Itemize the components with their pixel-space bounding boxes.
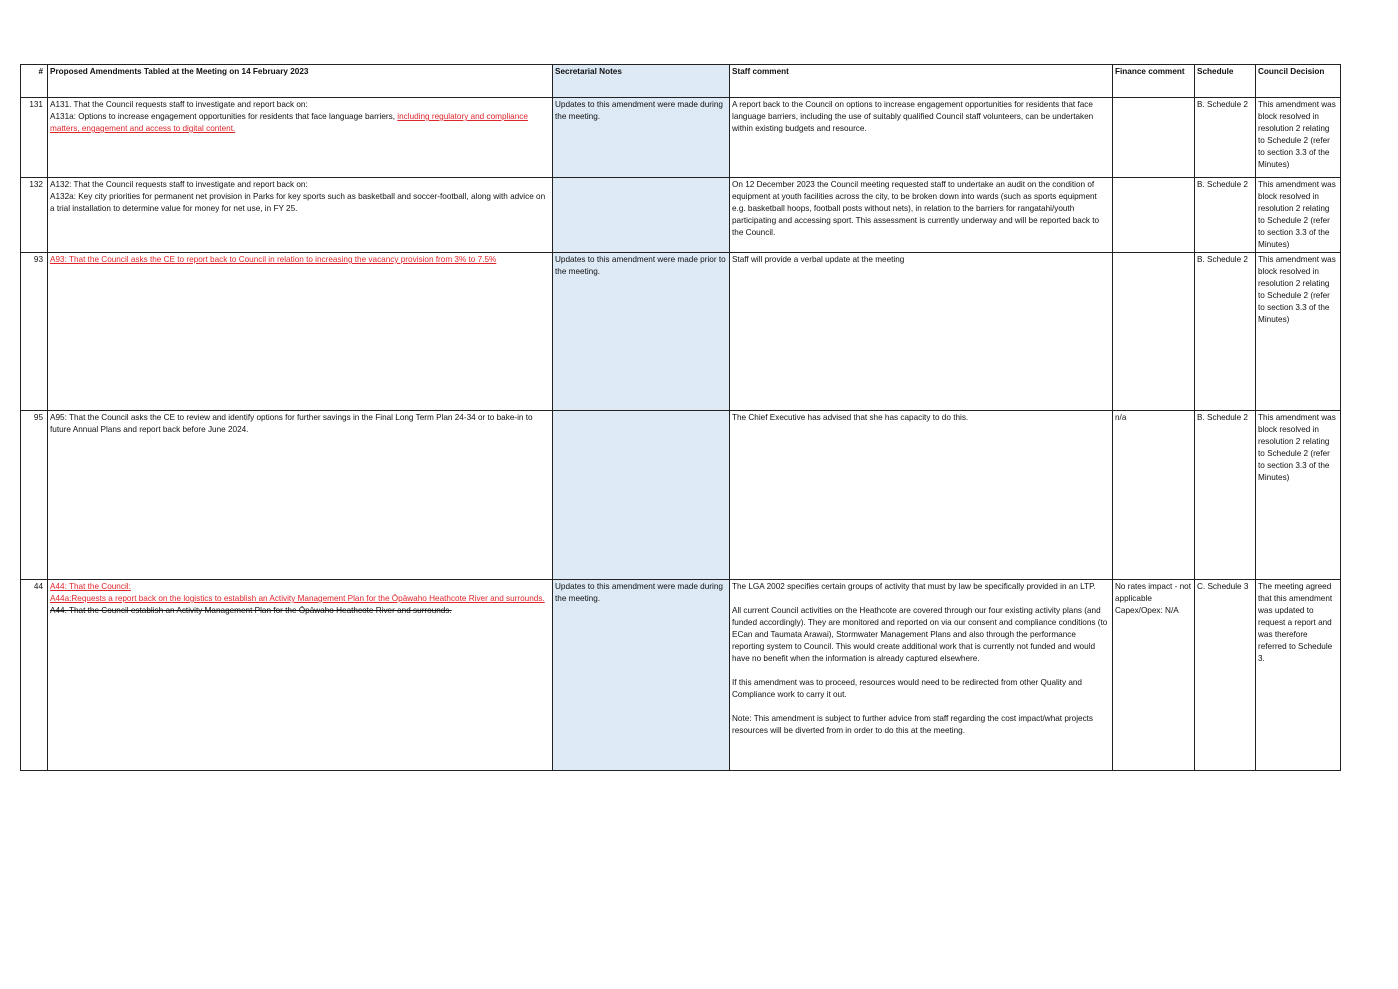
col-header-number: # bbox=[21, 65, 48, 98]
row-number: 44 bbox=[21, 580, 48, 771]
col-header-staff: Staff comment bbox=[730, 65, 1113, 98]
amendment-inserted-text: A44: That the Council: bbox=[50, 582, 131, 591]
staff-comment: A report back to the Council on options to increase engagement opportunities for residents that face language barriers, including the use of suitably qualified Council staff volunteers, can be undertaken within existing budgets and resource. bbox=[730, 98, 1113, 178]
finance-comment bbox=[1113, 178, 1195, 253]
staff-comment-cell bbox=[730, 580, 1113, 771]
secretarial-note bbox=[553, 178, 730, 253]
table-row bbox=[21, 253, 1341, 411]
staff-comment: On 12 December 2023 the Council meeting requested staff to undertake an audit on the condition of equipment at youth facilities across the city, to be broken down into wards (such as sports equipment e.g. basketball hoops, football posts without nets), in relation to the barriers for rangatahi/youth participating and accessing sport. This assessment is currently underway and will be reported back to the Council. bbox=[730, 178, 1113, 253]
header-row bbox=[21, 65, 1341, 98]
amendments-table bbox=[20, 64, 1341, 771]
amendment-cell bbox=[48, 580, 553, 771]
amendment-text: A131. That the Council requests staff to investigate and report back on: bbox=[50, 100, 308, 109]
amendment-text: A132a: Key city priorities for permanent net provision in Parks for key sports such as basketball and soccer-football, along with advice on a trial installation to determine value for money for net use, in FY 25. bbox=[50, 192, 546, 213]
amendment-cell bbox=[48, 178, 553, 253]
table-row bbox=[21, 178, 1341, 253]
table-row bbox=[21, 98, 1341, 178]
staff-comment: Note: This amendment is subject to further advice from staff regarding the cost impact/what projects resources will be diverted from in order to do this at the meeting. bbox=[732, 714, 1094, 735]
schedule-cell: B. Schedule 2 bbox=[1195, 411, 1256, 580]
table-row bbox=[21, 411, 1341, 580]
staff-comment: The LGA 2002 specifies certain groups of activity that must by law be specifically provided in an LTP. bbox=[732, 582, 1096, 591]
amendment-deleted-text: A44. That the Council establish an Activity Management Plan for the Ōpāwaho Heathcote River and surrounds. bbox=[50, 606, 452, 615]
secretarial-note bbox=[553, 411, 730, 580]
amendment-inserted-text: A44a:Requests a report back on the logistics to establish an Activity Management Plan for the Ōpāwaho Heathcote River and surrounds. bbox=[50, 594, 545, 603]
schedule-cell: B. Schedule 2 bbox=[1195, 253, 1256, 411]
col-header-schedule: Schedule bbox=[1195, 65, 1256, 98]
finance-comment: No rates impact - not applicable Capex/Opex: N/A bbox=[1113, 580, 1195, 771]
amendment-cell bbox=[48, 253, 553, 411]
staff-comment: The Chief Executive has advised that she has capacity to do this. bbox=[730, 411, 1113, 580]
amendment-inserted-text: including regulatory and compliance matters, engagement and access to digital content bbox=[50, 112, 528, 133]
row-number: 95 bbox=[21, 411, 48, 580]
row-number: 93 bbox=[21, 253, 48, 411]
council-decision: This amendment was block resolved in resolution 2 relating to Schedule 2 (refer to section 3.3 of the Minutes) bbox=[1256, 98, 1341, 178]
col-header-amendment: Proposed Amendments Tabled at the Meeting on 14 February 2023 bbox=[48, 65, 553, 98]
council-decision: This amendment was block resolved in resolution 2 relating to Schedule 2 (refer to section 3.3 of the Minutes) bbox=[1256, 253, 1341, 411]
col-header-secretarial: Secretarial Notes bbox=[553, 65, 730, 98]
amendment-inserted-text: A93: That the Council asks the CE to report back to Council in relation to increasing the vacancy provision from 3% to 7.5% bbox=[50, 255, 497, 264]
row-number: 132 bbox=[21, 178, 48, 253]
secretarial-note: Updates to this amendment were made during the meeting. bbox=[553, 98, 730, 178]
schedule-cell: B. Schedule 2 bbox=[1195, 98, 1256, 178]
amendment-text: A132: That the Council requests staff to investigate and report back on: bbox=[50, 180, 308, 189]
row-number: 131 bbox=[21, 98, 48, 178]
staff-comment: All current Council activities on the Heathcote are covered through our four existing activity plans (and funded accordingly). They are monitored and reported on via our consent and compliance conditions (to ECan and Taumata Arawai), Stormwater Management Plans and also through the performance reporting system to Council. This would create additional work that is currently not funded and would have no benefit when the information is already captured elsewhere. bbox=[732, 606, 1108, 663]
amendment-text: A131a: Options to increase engagement opportunities for residents that face language barriers, bbox=[50, 112, 398, 121]
staff-comment: Staff will provide a verbal update at the meeting bbox=[730, 253, 1113, 411]
finance-comment: n/a bbox=[1113, 411, 1195, 580]
council-decision: This amendment was block resolved in resolution 2 relating to Schedule 2 (refer to section 3.3 of the Minutes) bbox=[1256, 178, 1341, 253]
col-header-decision: Council Decision bbox=[1256, 65, 1341, 98]
col-header-finance: Finance comment bbox=[1113, 65, 1195, 98]
amendment-inserted-text: . bbox=[232, 124, 236, 133]
schedule-cell: B. Schedule 2 bbox=[1195, 178, 1256, 253]
finance-comment bbox=[1113, 98, 1195, 178]
amendment-text: A95: That the Council asks the CE to review and identify options for further savings in the Final Long Term Plan 24-34 or to bake-in to future Annual Plans and report back before June 2024. bbox=[48, 411, 553, 580]
secretarial-note: Updates to this amendment were made during the meeting. bbox=[553, 580, 730, 771]
finance-comment bbox=[1113, 253, 1195, 411]
council-decision: This amendment was block resolved in resolution 2 relating to Schedule 2 (refer to section 3.3 of the Minutes) bbox=[1256, 411, 1341, 580]
council-decision: The meeting agreed that this amendment was updated to request a report and was therefore referred to Schedule 3. bbox=[1256, 580, 1341, 771]
table-row bbox=[21, 580, 1341, 771]
amendment-cell bbox=[48, 98, 553, 178]
staff-comment: If this amendment was to proceed, resources would need to be redirected from other Quality and Compliance work to carry it out. bbox=[732, 678, 1082, 699]
schedule-cell: C. Schedule 3 bbox=[1195, 580, 1256, 771]
secretarial-note: Updates to this amendment were made prior to the meeting. bbox=[553, 253, 730, 411]
